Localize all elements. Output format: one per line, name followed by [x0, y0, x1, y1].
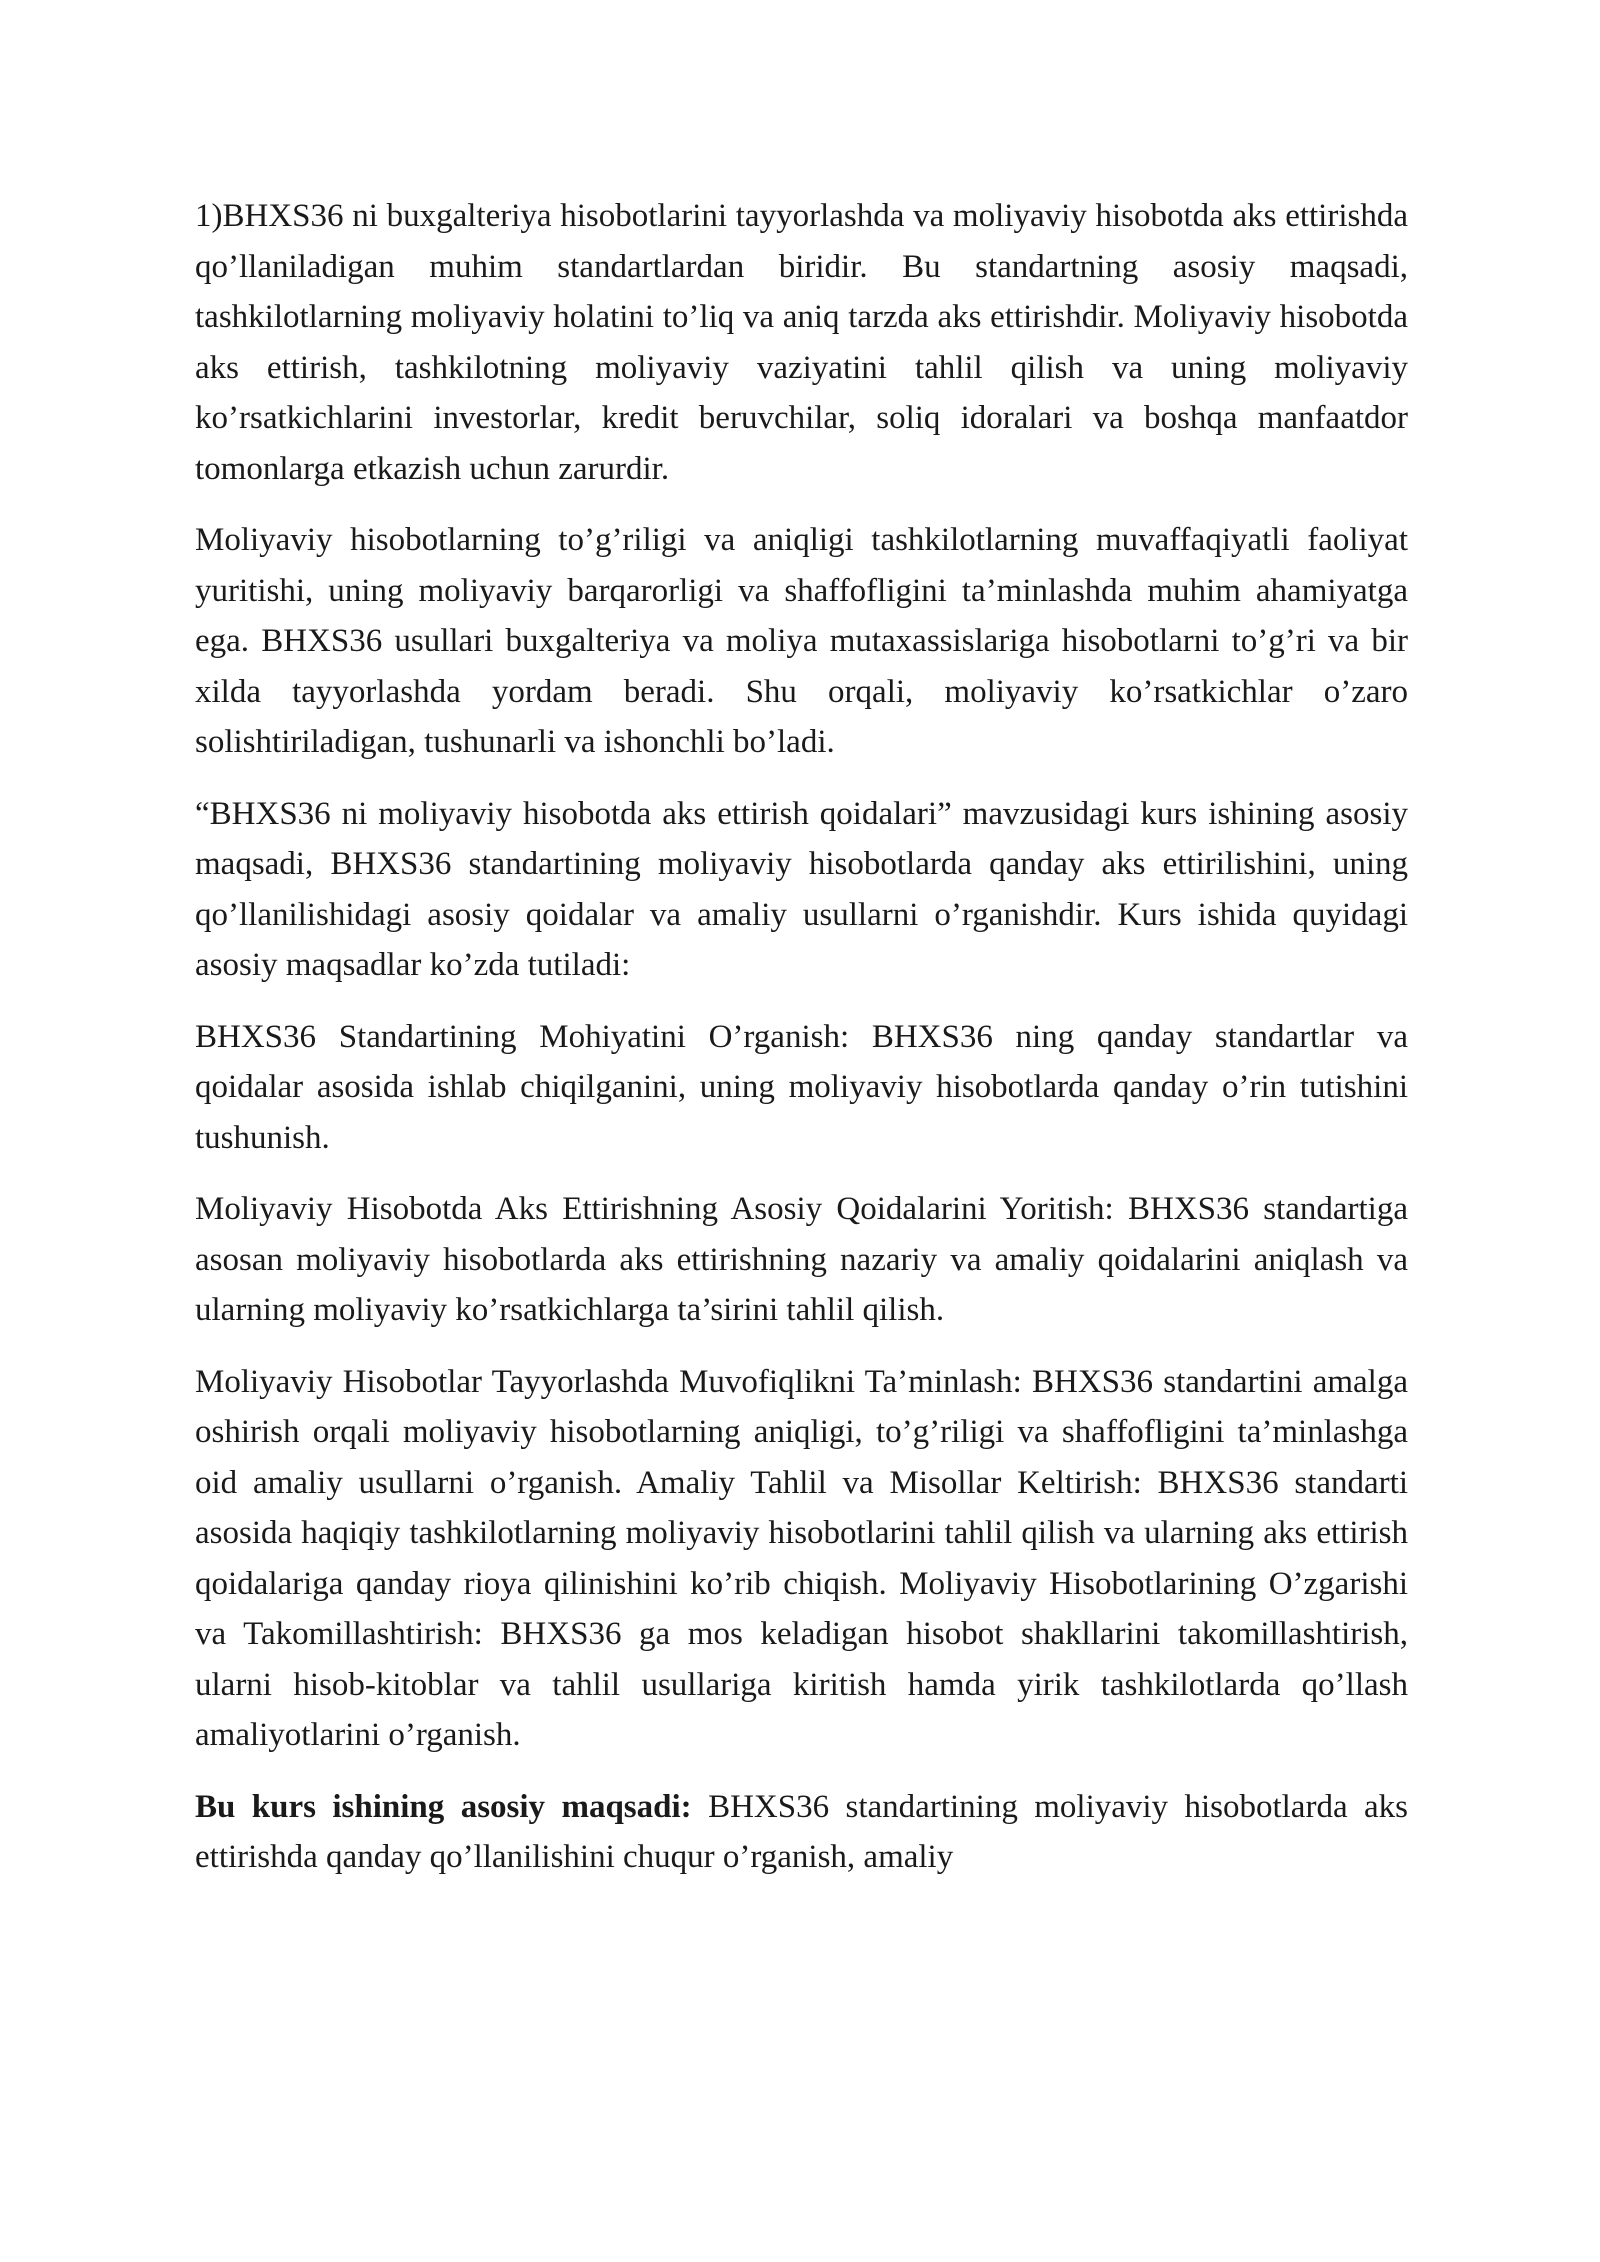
- paragraph-1: 1)BHXS36 ni buxgalteriya hisobotlarini tayyorlashda va moliyaviy hisobotda aks ettirishda qo’llaniladigan muhim standartlardan biridir. Bu standartning asosiy maqsadi, tashkilotlarning moliyaviy holatini to’liq va aniq tarzda aks ettirishdir. Moliyaviy hisobotda aks ettirish, tashkilotning moliyaviy vaziyatini tahlil qilish va uning moliyaviy ko’rsatkichlarini investorlar, kredit beruvchilar, soliq idoralari va boshqa manfaatdor tomonlarga etkazish uchun zarurdir.: [195, 198, 1408, 487]
- paragraph-6: Moliyaviy Hisobotlar Tayyorlashda Muvofiqlikni Ta’minlash: BHXS36 standartini amalga oshirish orqali moliyaviy hisobotlarning aniqligi, to’g’riligi va shaffofligini ta’minlashga oid amaliy usullarni o’rganish. Amaliy Tahlil va Misollar Keltirish: BHXS36 standarti asosida haqiqiy tashkilotlarning moliyaviy hisobotlarini tahlil qilish va ularning aks ettirish qoidalariga qanday rioya qilinishini ko’rib chiqish. Moliyaviy Hisobotlarining O’zgarishi va Takomillashtirish: BHXS36 ga mos keladigan hisobot shakllarini takomillashtirish, ularni hisob-kitoblar va tahlil usullariga kiritish hamda yirik tashkilotlarda qo’llash amaliyotlarini o’rganish.: [195, 1363, 1408, 1753]
- paragraph-7-text: BHXS36 standartining moliyaviy hisobotlarda aks ettirishda qanday qo’llanilishini chuqur o’rganish, amaliy: [195, 1788, 1408, 1875]
- bold-lead: Bu kurs ishining asosiy maqsadi:: [195, 1788, 692, 1825]
- paragraph-7: [195, 1782, 1408, 1883]
- paragraph-5: Moliyaviy Hisobotda Aks Ettirishning Asosiy Qoidalarini Yoritish: BHXS36 standartiga asosan moliyaviy hisobotlarda aks ettirishning nazariy va amaliy qoidalarini aniqlash va ularning moliyaviy ko’rsatkichlarga ta’sirini tahlil qilish.: [195, 1191, 1408, 1328]
- paragraph-3: “BHXS36 ni moliyaviy hisobotda aks ettirish qoidalari” mavzusidagi kurs ishining asosiy maqsadi, BHXS36 standartining moliyaviy hisobotlarda qanday aks ettirilishini, uning qo’llanilishidagi asosiy qoidalar va amaliy usullarni o’rganishdir. Kurs ishida quyidagi asosiy maqsadlar ko’zda tutiladi:: [195, 795, 1408, 983]
- document-body: [195, 191, 1408, 1904]
- paragraph-4: BHXS36 Standartining Mohiyatini O’rganish: BHXS36 ning qanday standartlar va qoidalar asosida ishlab chiqilganini, uning moliyaviy hisobotlarda qanday o’rin tutishini tushunish.: [195, 1018, 1408, 1156]
- paragraph-2: Moliyaviy hisobotlarning to’g’riligi va aniqligi tashkilotlarning muvaffaqiyatli faoliyat yuritishi, uning moliyaviy barqarorligi va shaffofligini ta’minlashda muhim ahamiyatga ega. BHXS36 usullari buxgalteriya va moliya mutaxassislariga hisobotlarni to’g’ri va bir xilda tayyorlashda yordam beradi. Shu orqali, moliyaviy ko’rsatkichlar o’zaro solishtiriladigan, tushunarli va ishonchli bo’ladi.: [195, 522, 1408, 760]
